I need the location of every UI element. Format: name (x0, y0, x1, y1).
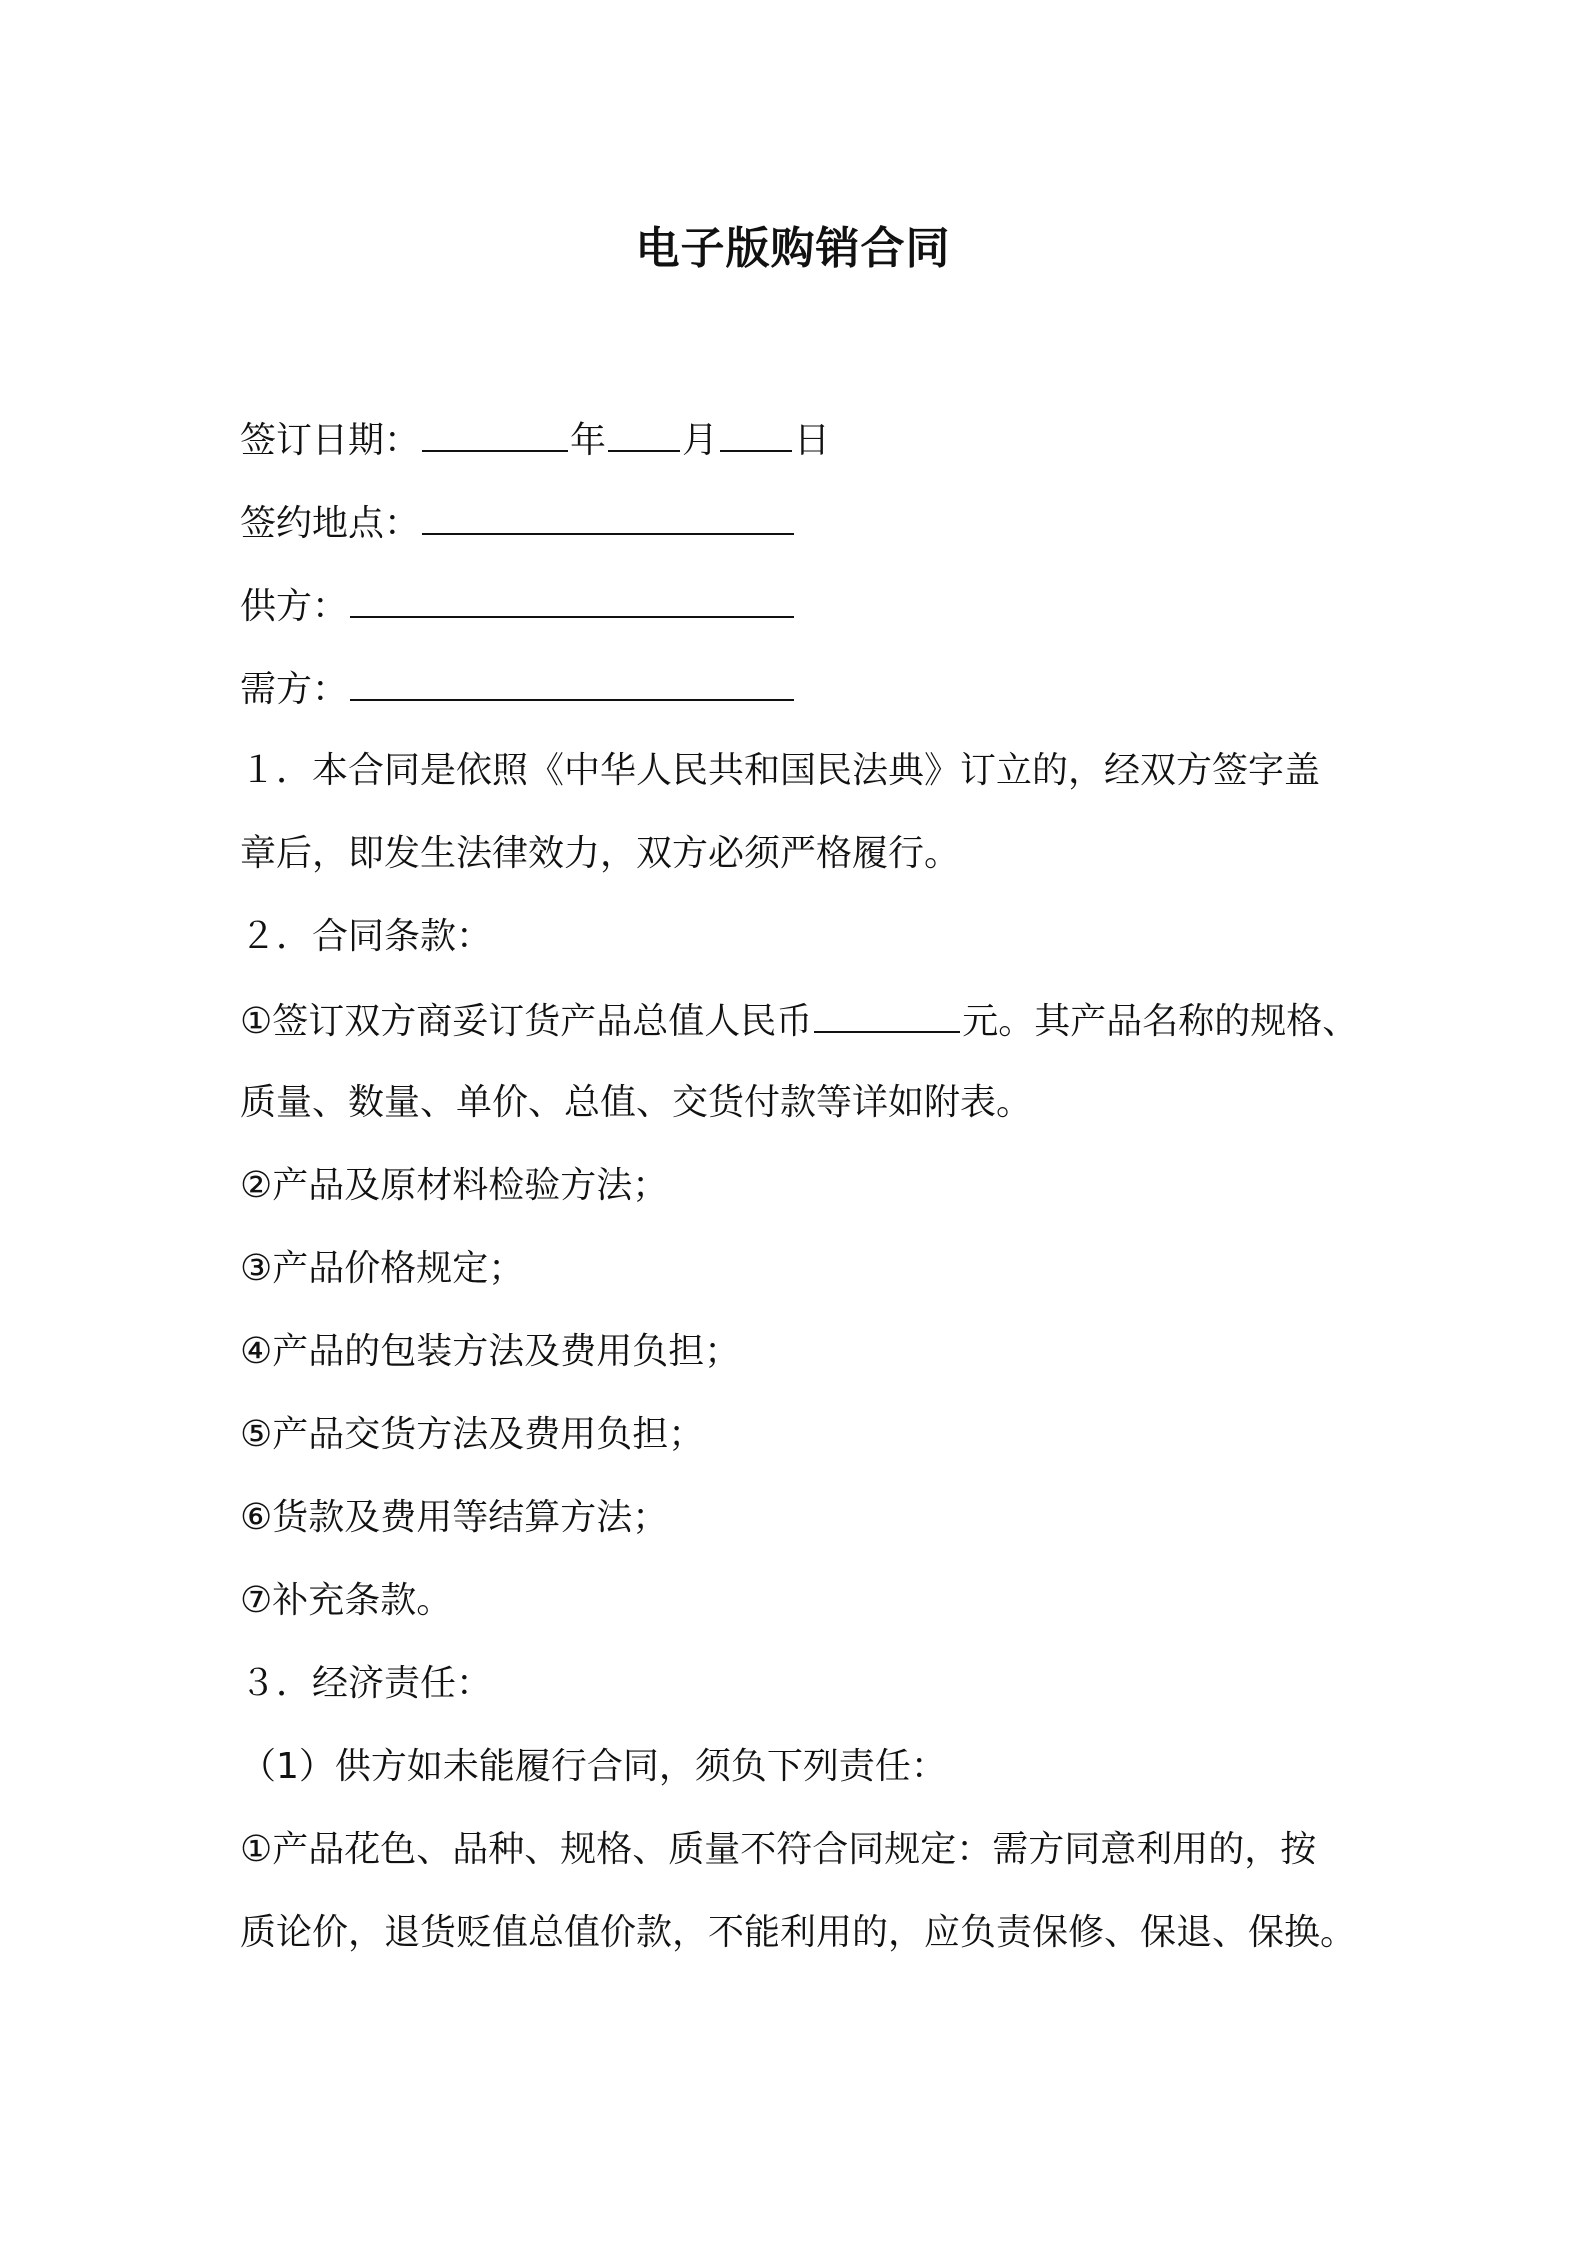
clause2-item2: ②产品及原材料检验方法； (240, 1165, 669, 1206)
amount-blank (814, 995, 960, 1033)
clause1-line1: １．本合同是依照《中华人民共和国民法典》订立的，经双方签字盖 (240, 750, 1321, 791)
clause2-item3: ③产品价格规定； (240, 1248, 525, 1289)
supplier-blank (350, 580, 794, 618)
clause2-item4: ④产品的包装方法及费用负担； (240, 1331, 741, 1372)
sign-date-line (240, 414, 830, 466)
document-title: 电子版购销合同 (635, 223, 951, 274)
clause2-item6: ⑥货款及费用等结算方法； (240, 1497, 669, 1538)
clause1-line2: 章后，即发生法律效力，双方必须严格履行。 (240, 833, 961, 874)
buyer-label: 需方： (240, 669, 349, 710)
buyer-blank (350, 663, 794, 701)
clause2-heading: ２．合同条款： (240, 916, 493, 957)
year-label: 年 (570, 420, 607, 461)
month-label: 月 (682, 420, 719, 461)
clause3-item1-line1: ①产品花色、品种、规格、质量不符合同规定：需方同意利用的，按 (240, 1829, 1317, 1870)
buyer-line (240, 663, 796, 715)
clause2-item1-line1 (240, 995, 1358, 1047)
clause3-sub1: （1）供方如未能履行合同，须负下列责任： (240, 1746, 947, 1787)
year-blank (422, 414, 568, 452)
sign-place-blank (422, 497, 794, 535)
sign-date-label: 签订日期： (240, 420, 421, 461)
sign-place-label: 签约地点： (240, 503, 421, 544)
clause2-item7: ⑦补充条款。 (240, 1580, 453, 1621)
day-blank (720, 414, 792, 452)
clause2-item5: ⑤产品交货方法及费用负担； (240, 1414, 705, 1455)
clause2-item1-part1: ①签订双方商妥订货产品总值人民币 (240, 1001, 813, 1042)
clause3-item1-line2: 质论价，退货贬值总值价款，不能利用的，应负责保修、保退、保换。 (240, 1912, 1357, 1953)
supplier-line (240, 580, 796, 632)
supplier-label: 供方： (240, 586, 349, 627)
month-blank (608, 414, 680, 452)
clause2-item1-part2: 元。其产品名称的规格、 (962, 1001, 1359, 1042)
clause2-item1-line2: 质量、数量、单价、总值、交货付款等详如附表。 (240, 1082, 1033, 1123)
sign-place-line (240, 497, 796, 549)
day-label: 日 (794, 420, 831, 461)
clause3-heading: ３．经济责任： (240, 1663, 493, 1704)
